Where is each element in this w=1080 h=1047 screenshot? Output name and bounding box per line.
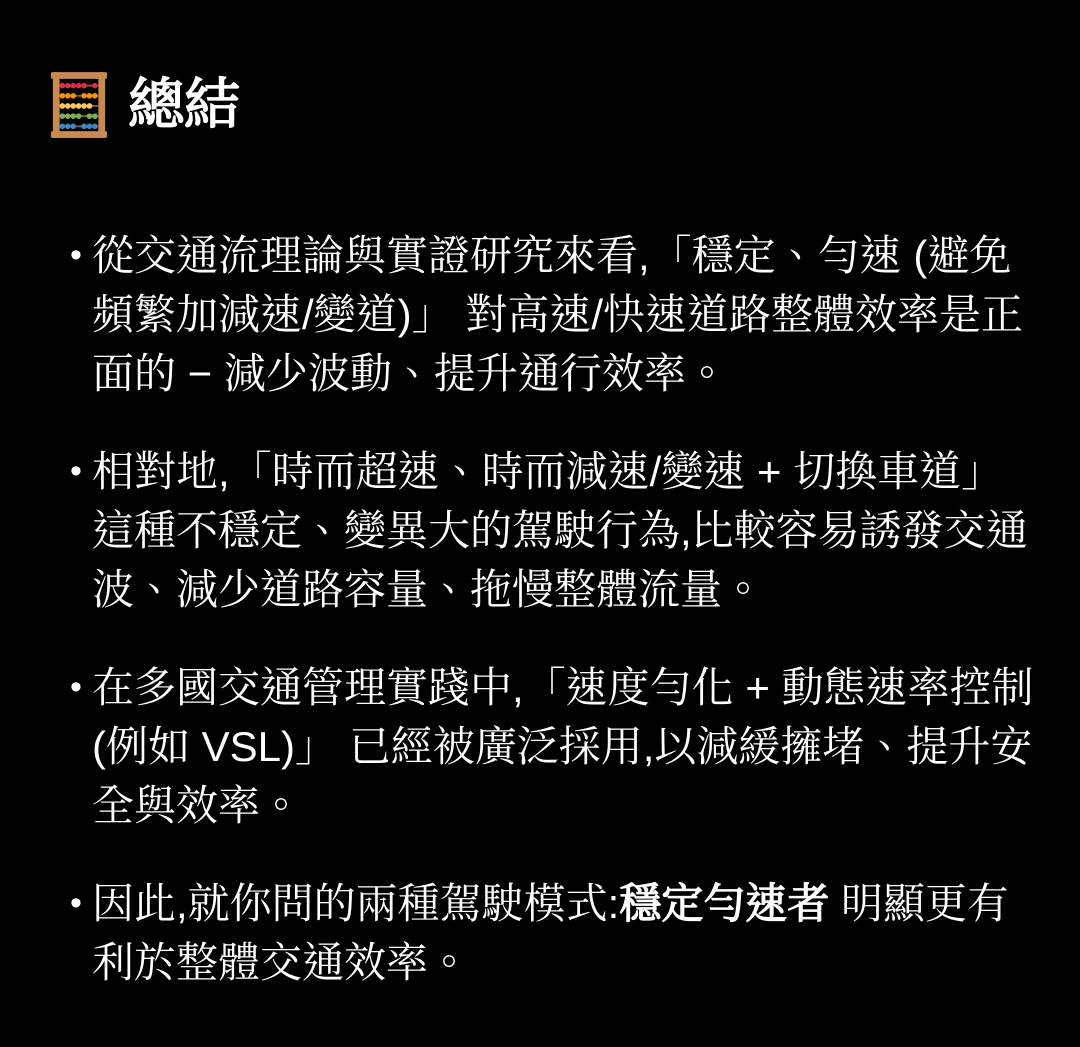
bullet-marker: •: [70, 452, 82, 490]
section-title: 總結: [128, 73, 240, 137]
abacus-beads-green: [60, 113, 98, 119]
bullet-marker: •: [70, 668, 82, 706]
bullet-marker: •: [70, 884, 82, 922]
bullet-text-segment: 明顯更有利於整體交通效率。: [92, 880, 1010, 986]
list-item: [48, 658, 1044, 835]
section-header: [48, 70, 1044, 140]
bullet-list: [48, 226, 1044, 992]
bullet-text-bold: 穩定勻速者: [619, 880, 830, 927]
bullet-text: 在多國交通管理實踐中,「速度勻化 + 動態速率控制 (例如 VSL)」 已經被廣泛採用,以減緩擁堵、提升安全與效率。: [92, 664, 1034, 829]
bullet-text-segment: 因此,就你問的兩種駕駛模式:: [92, 880, 620, 927]
list-item: [48, 226, 1044, 403]
bullet-text: 從交通流理論與實證研究來看,「穩定、勻速 (避免頻繁加減速/變道)」 對高速/快速道路整體效率是正面的 − 減少波動、提升通行效率。: [92, 232, 1023, 397]
bullet-text: 相對地,「時而超速、時而減速/變速 + 切換車道」 這種不穩定、變異大的駕駛行為,比較容易誘發交通波、減少道路容量、拖慢整體流量。: [92, 448, 1028, 613]
bullet-text: [92, 874, 1044, 992]
list-item: [48, 874, 1044, 992]
abacus-beads-yellow: [60, 103, 93, 109]
abacus-icon: [48, 70, 110, 140]
bullet-marker: •: [70, 236, 82, 274]
list-item: [48, 442, 1044, 619]
